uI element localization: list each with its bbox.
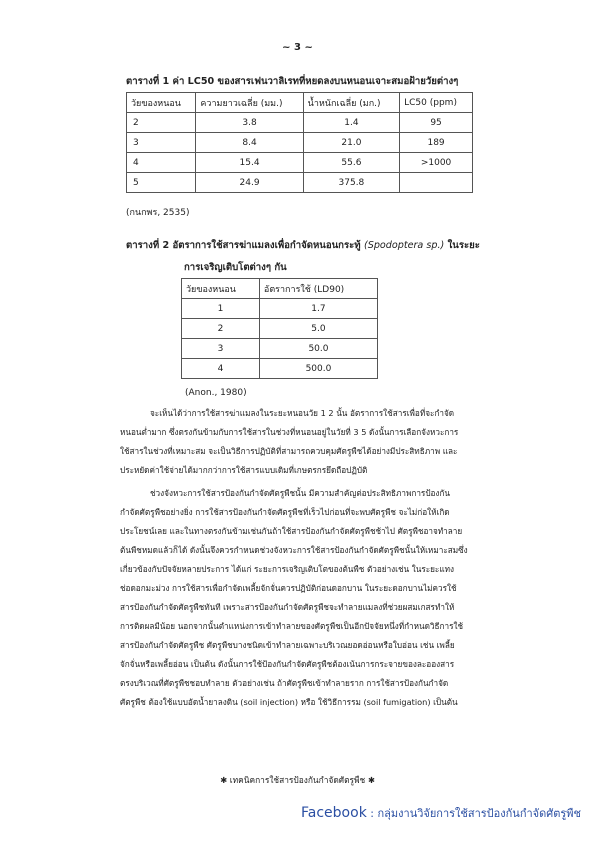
table-cell: 189 xyxy=(400,133,473,153)
table1 xyxy=(126,92,473,193)
table-row xyxy=(182,319,378,339)
table1-source: (กนกพร, 2535) xyxy=(126,208,190,218)
table-cell: 95 xyxy=(400,113,473,133)
paragraph-line: หนอนต่ำมาก ซึ่งตรงกันข้ามกับการใช้สารในช่วงที่หนอนอยู่ในวัยที่ 3 5 ดังนั้นการเลือกจังหวะการ xyxy=(120,427,459,437)
table-cell: 375.8 xyxy=(303,173,399,193)
table-cell: 55.6 xyxy=(303,153,399,173)
paragraph-line: จะเห็นได้ว่าการใช้สารฆ่าแมลงในระยะหนอนวัย 1 2 นั้น อัตราการใช้สารเพื่อที่จะกำจัด xyxy=(150,408,455,418)
table-row xyxy=(182,339,378,359)
table-cell: 1.4 xyxy=(303,113,399,133)
table-row xyxy=(182,299,378,319)
table1-header-length: ความยาวเฉลี่ย (มม.) xyxy=(196,93,303,113)
table1-caption: ตารางที่ 1 ค่า LC50 ของสารเฟนวาลิเรทที่หยดลงบนหนอนเจาะสมอฝ้ายวัยต่างๆ xyxy=(126,76,459,87)
table-row xyxy=(127,173,473,193)
table2-header-row xyxy=(182,279,378,299)
table-cell: 3 xyxy=(182,339,260,359)
facebook-label: Facebook xyxy=(301,805,367,821)
table-cell: 2 xyxy=(127,113,196,133)
table2-caption-text: ตารางที่ 2 อัตราการใช้สารฆ่าแมลงเพื่อกำจัดหนอนกระทู้ xyxy=(126,240,361,251)
table1-header-instar: วัยของหนอน xyxy=(127,93,196,113)
paragraph-line: ต้นพืชหมดแล้วก็ได้ ดังนั้นจึงควรกำหนดช่วงจังหวะการใช้สารป้องกันกำจัดศัตรูพืชนั้นให้เหมาะสมซึ่ง xyxy=(120,545,468,555)
table2-caption-end: ในระยะ xyxy=(447,240,480,251)
paragraph-line: ประหยัดค่าใช้จ่ายได้มากกว่าการใช้สารแบบเดิมที่เกษตรกรยึดถือปฏิบัติ xyxy=(120,465,368,475)
table-row xyxy=(127,133,473,153)
paragraph-1 xyxy=(120,404,532,480)
paragraph-2 xyxy=(120,484,532,712)
table-row xyxy=(182,359,378,379)
table2-header-rate: อัตราการใช้ (LD90) xyxy=(259,279,377,299)
paragraph-line: ประโยชน์เลย และในทางตรงกันข้ามเช่นกันถ้าใช้สารป้องกันกำจัดศัตรูพืชช้าไป ศัตรูพืชอาจทำลาย xyxy=(120,526,463,536)
table-cell: 3 xyxy=(127,133,196,153)
page-number: ~ 3 ~ xyxy=(282,42,313,53)
table-cell: 4 xyxy=(182,359,260,379)
paragraph-line: ช่อดอกมะม่วง การใช้สารเพื่อกำจัดเพลี้ยจักจั่นควรปฏิบัติก่อนดอกบาน ในระยะดอกบานไม่ควรใช้ xyxy=(120,583,457,593)
table2-caption-species: (Spodoptera sp.) xyxy=(363,240,445,251)
table-cell xyxy=(400,173,473,193)
paragraph-line: ใช้สารในช่วงที่เหมาะสม จะเป็นวิธีการปฏิบัติที่สามารถควบคุมศัตรูพืชได้อย่างมีประสิทธิภาพ และ xyxy=(120,446,458,456)
table-cell: 50.0 xyxy=(259,339,377,359)
table-cell: 1.7 xyxy=(259,299,377,319)
table-cell: 21.0 xyxy=(303,133,399,153)
paragraph-line: เกี่ยวข้องกับปัจจัยหลายประการ ได้แก่ ระยะการเจริญเติบโตของต้นพืช ตัวอย่างเช่น ในระยะแทง xyxy=(120,564,454,574)
table2-caption-line2: การเจริญเติบโตต่างๆ กัน xyxy=(184,262,287,273)
table-row xyxy=(127,153,473,173)
paragraph-line: กำจัดศัตรูพืชอย่างยิ่ง การใช้สารป้องกันกำจัดศัตรูพืชที่เร็วไปก่อนที่จะพบศัตรูพืช จะไม่ก่อให้เกิด xyxy=(120,507,450,517)
table-cell: 15.4 xyxy=(196,153,303,173)
paragraph-line: ช่วงจังหวะการใช้สารป้องกันกำจัดศัตรูพืชนั้น มีความสำคัญต่อประสิทธิภาพการป้องกัน xyxy=(150,488,450,498)
table-cell: 1 xyxy=(182,299,260,319)
table2-caption xyxy=(126,238,480,253)
table-cell: 3.8 xyxy=(196,113,303,133)
facebook-separator: : xyxy=(366,807,378,820)
paragraph-line: สารป้องกันกำจัดศัตรูพืชทันที เพราะสารป้องกันกำจัดศัตรูพืชจะทำลายแมลงที่ช่วยผสมเกสรทำให้ xyxy=(120,602,455,612)
table-cell: 8.4 xyxy=(196,133,303,153)
table-cell: 500.0 xyxy=(259,359,377,379)
table-row xyxy=(127,113,473,133)
paragraph-line: การติดผลมีน้อย นอกจากนั้นตำแหน่งการเข้าทำลายของศัตรูพืชเป็นอีกปัจจัยหนึ่งที่กำหนดวิธีการใช้ xyxy=(120,621,464,631)
table2-header-instar: วัยของหนอน xyxy=(182,279,260,299)
table-cell: 4 xyxy=(127,153,196,173)
table1-header-lc50: LC50 (ppm) xyxy=(400,93,473,113)
table-cell: >1000 xyxy=(400,153,473,173)
paragraph-line: สารป้องกันกำจัดศัตรูพืช ศัตรูพืชบางชนิดเข้าทำลายเฉพาะบริเวณยอดอ่อนหรือใบอ่อน เช่น เพลี้ย xyxy=(120,640,455,650)
table1-header-row xyxy=(127,93,473,113)
table2-source: (Anon., 1980) xyxy=(185,388,247,398)
table-cell: 5.0 xyxy=(259,319,377,339)
paragraph-line: ตรงบริเวณที่ศัตรูพืชชอบทำลาย ตัวอย่างเช่น ถ้าศัตรูพืชเข้าทำลายราก การใช้สารป้องกันกำจัด xyxy=(120,678,449,688)
paragraph-line: ศัตรูพืช ต้องใช้แบบอัดน้ำยาลงดิน (soil injection) หรือ ใช้วิธีการรม (soil fumigation) เป็นต้น xyxy=(120,697,458,707)
table-cell: 5 xyxy=(127,173,196,193)
table-cell: 2 xyxy=(182,319,260,339)
footer-title: ✱ เทคนิคการใช้สารป้องกันกำจัดศัตรูพืช ✱ xyxy=(220,775,375,785)
table2 xyxy=(181,278,378,379)
table1-header-weight: น้ำหนักเฉลี่ย (มก.) xyxy=(303,93,399,113)
table-cell: 24.9 xyxy=(196,173,303,193)
paragraph-line: จักจั่นหรือเพลี้ยอ่อน เป็นต้น ดังนั้นการใช้ป้องกันกำจัดศัตรูพืชต้องเน้นการกระจายของละอองสาร xyxy=(120,659,455,669)
facebook-group-name: กลุ่มงานวิจัยการใช้สารป้องกันกำจัดศัตรูพืช xyxy=(377,807,581,820)
facebook-credit xyxy=(301,804,581,822)
